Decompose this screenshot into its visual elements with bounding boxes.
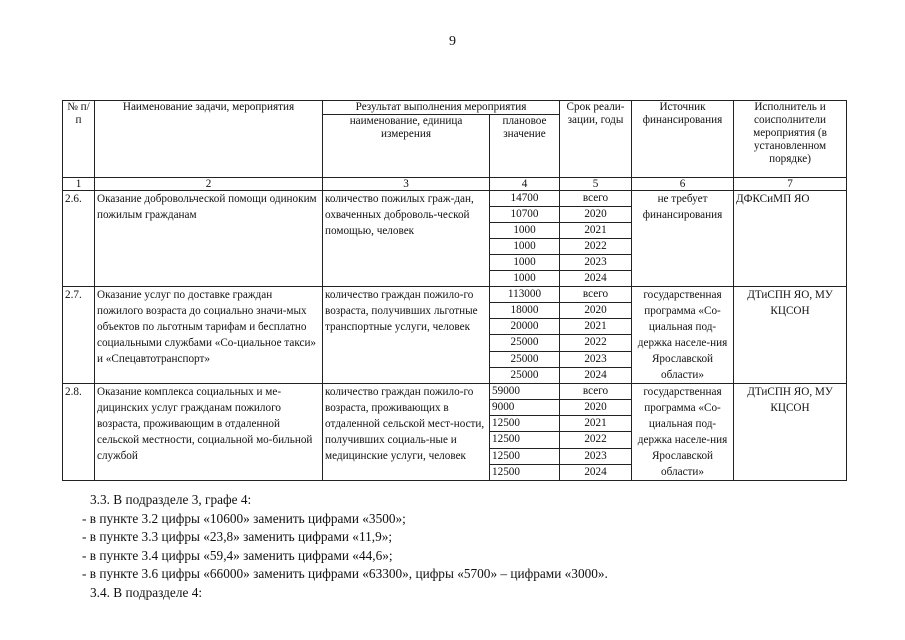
column-index: 4 [490,178,560,191]
measure-name: Оказание услуг по доставке граждан пожилого возраста до социально значи-мых объектов по льготным тарифам и бесплатно социальными службами «Со-циальное такси» и «Спецавтотранспорт» [95,287,323,384]
funding-source: государственная программа «Со-циальная под-держка населе-ния Ярославской области» [632,287,734,384]
year: 2022 [560,335,632,351]
header-term: Срок реали-зации, годы [560,101,632,178]
planned-value: 1000 [490,223,560,239]
planned-value: 1000 [490,271,560,287]
header-result-value: плановое значение [490,115,560,178]
amendment-text [82,491,608,602]
planned-value: 25000 [490,335,560,351]
planned-value: 9000 [490,400,560,416]
year: 2020 [560,303,632,319]
header-result-name: наименование, единица измерения [323,115,490,178]
header-source: Источник финансирования [632,101,734,178]
indicator-name: количество граждан пожило-го возраста, получивших льготные транспортные услуги, человек [323,287,490,384]
planned-value: 1000 [490,239,560,255]
year: 2022 [560,239,632,255]
paragraph: 3.4. В подразделе 4: [90,584,203,600]
planned-value: 12500 [490,416,560,432]
year: 2023 [560,448,632,464]
planned-value: 25000 [490,351,560,367]
header-num: № п/п [63,101,95,178]
executor: ДТиСПН ЯО, МУ КЦСОН [734,384,847,481]
row-number: 2.6. [63,191,95,287]
measures-table [62,100,847,481]
column-index: 7 [734,178,847,191]
header-executor: Исполнитель и соисполнители мероприятия (в установленном порядке) [734,101,847,178]
page-number: 9 [449,34,456,49]
year: 2024 [560,464,632,480]
year: 2023 [560,255,632,271]
column-index: 2 [95,178,323,191]
year: 2020 [560,400,632,416]
planned-value: 59000 [490,384,560,400]
row-number: 2.7. [63,287,95,384]
paragraph: - в пункте 3.4 цифры «59,4» заменить цифрами «44,6»; [82,547,393,563]
executor: ДТиСПН ЯО, МУ КЦСОН [734,287,847,384]
paragraph: 3.3. В подразделе 3, графе 4: [90,492,252,507]
paragraph: - в пункте 3.3 цифры «23,8» заменить цифрами «11,9»; [82,529,393,544]
column-index: 6 [632,178,734,191]
planned-value: 25000 [490,367,560,383]
year: всего [560,287,632,303]
planned-value: 113000 [490,287,560,303]
table-row [63,287,847,303]
column-index-row [63,178,847,191]
column-index: 3 [323,178,490,191]
header-name: Наименование задачи, мероприятия [95,101,323,178]
column-index: 5 [560,178,632,191]
table-row [63,384,847,400]
paragraph: - в пункте 3.6 цифры «66000» заменить цифрами «63300», цифры «5700» – цифрами «3000». [82,566,608,581]
year: 2020 [560,207,632,223]
year: 2021 [560,223,632,239]
planned-value: 18000 [490,303,560,319]
planned-value: 1000 [490,255,560,271]
year: 2022 [560,432,632,448]
column-index: 1 [63,178,95,191]
planned-value: 14700 [490,191,560,207]
header-result: Результат выполнения мероприятия [323,101,560,115]
planned-value: 10700 [490,207,560,223]
paragraph: - в пункте 3.2 цифры «10600» заменить цифрами «3500»; [82,510,406,526]
indicator-name: количество граждан пожило-го возраста, проживающих в отдаленной сельской мест-ности, получивших социаль-ные и медицинские услуги, человек [323,384,490,481]
year: всего [560,191,632,207]
measure-name: Оказание добровольческой помощи одиноким пожилым гражданам [95,191,323,287]
executor: ДФКСиМП ЯО [734,191,847,287]
funding-source: государственная программа «Со-циальная под-держка населе-ния Ярославской области» [632,384,734,481]
planned-value: 20000 [490,319,560,335]
year: 2021 [560,416,632,432]
planned-value: 12500 [490,432,560,448]
year: 2024 [560,271,632,287]
measure-name: Оказание комплекса социальных и ме-дицинских услуг гражданам пожилого возраста, проживающим в отдаленной сельской местности, социальной мо-бильной службой [95,384,323,481]
planned-value: 12500 [490,464,560,480]
indicator-name: количество пожилых граж-дан, охваченных доброволь-ческой помощью, человек [323,191,490,287]
year: всего [560,384,632,400]
row-number: 2.8. [63,384,95,481]
table-row [63,191,847,207]
planned-value: 12500 [490,448,560,464]
year: 2021 [560,319,632,335]
year: 2023 [560,351,632,367]
year: 2024 [560,367,632,383]
funding-source: не требует финансирования [632,191,734,287]
